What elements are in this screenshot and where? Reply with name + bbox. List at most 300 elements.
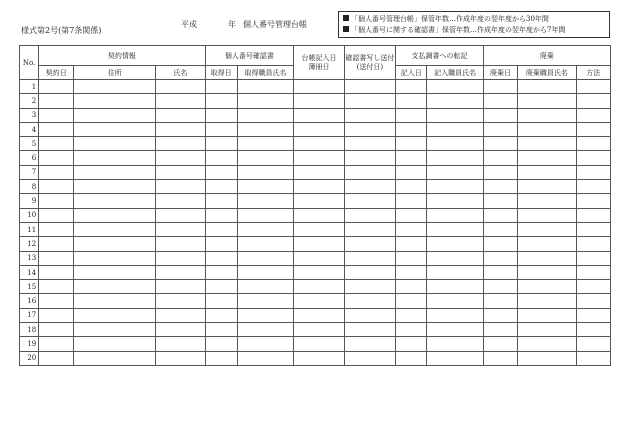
address-cell[interactable] — [74, 294, 156, 308]
method-cell[interactable] — [576, 122, 610, 136]
no-header: No. — [20, 46, 39, 80]
copy-send-cell[interactable] — [344, 308, 395, 322]
ledger-date-cell[interactable] — [294, 108, 344, 122]
address-cell[interactable] — [74, 308, 156, 322]
contract-date-cell[interactable] — [39, 337, 74, 351]
method-cell[interactable] — [576, 337, 610, 351]
entry-staff-cell[interactable] — [427, 80, 483, 94]
entry-staff-cell[interactable] — [427, 208, 483, 222]
address-cell[interactable] — [74, 151, 156, 165]
contract-date-cell[interactable] — [39, 208, 74, 222]
entry-staff-cell[interactable] — [427, 251, 483, 265]
acquire-date-cell[interactable] — [205, 151, 237, 165]
disposal-date-cell[interactable] — [483, 151, 517, 165]
entry-staff-cell[interactable] — [427, 194, 483, 208]
entry-staff-cell[interactable] — [427, 280, 483, 294]
retention-note-confirm — [343, 25, 605, 36]
name-cell[interactable] — [156, 323, 205, 337]
entry-staff-cell[interactable] — [427, 180, 483, 194]
disposal-staff-cell[interactable] — [518, 251, 576, 265]
entry-date-cell[interactable] — [396, 337, 427, 351]
entry-date-cell[interactable] — [396, 151, 427, 165]
disposal-date-cell[interactable] — [483, 265, 517, 279]
acquire-date-cell[interactable] — [205, 165, 237, 179]
acquire-date-cell[interactable] — [205, 80, 237, 94]
disposal-date-cell[interactable] — [483, 180, 517, 194]
entry-date-cell[interactable] — [396, 280, 427, 294]
entry-date-cell[interactable] — [396, 351, 427, 365]
entry-date-cell[interactable] — [396, 108, 427, 122]
acquire-date-cell[interactable] — [205, 237, 237, 251]
col-acquire-date: 取得日 — [205, 66, 237, 80]
address-cell[interactable] — [74, 251, 156, 265]
contract-date-cell[interactable] — [39, 251, 74, 265]
copy-send-cell[interactable] — [344, 151, 395, 165]
contract-date-cell[interactable] — [39, 94, 74, 108]
ledger-date-sub: 簿冊日 — [308, 62, 330, 71]
copy-send-cell[interactable] — [344, 208, 395, 222]
address-cell[interactable] — [74, 137, 156, 151]
table-row — [20, 208, 611, 222]
method-cell[interactable] — [576, 265, 610, 279]
disposal-date-cell[interactable] — [483, 222, 517, 236]
copy-send-cell[interactable] — [344, 237, 395, 251]
method-cell[interactable] — [576, 137, 610, 151]
copy-send-cell[interactable] — [344, 122, 395, 136]
method-cell[interactable] — [576, 108, 610, 122]
ledger-date-cell[interactable] — [294, 80, 344, 94]
contract-date-cell[interactable] — [39, 80, 74, 94]
ledger-date-cell[interactable] — [294, 222, 344, 236]
copy-send-cell[interactable] — [344, 251, 395, 265]
method-cell[interactable] — [576, 151, 610, 165]
method-cell[interactable] — [576, 251, 610, 265]
table-row — [20, 351, 611, 365]
contract-date-cell[interactable] — [39, 108, 74, 122]
method-cell[interactable] — [576, 208, 610, 222]
address-cell[interactable] — [74, 351, 156, 365]
entry-staff-cell[interactable] — [427, 122, 483, 136]
row-number: 8 — [20, 180, 39, 194]
copy-send-cell[interactable] — [344, 137, 395, 151]
table-row — [20, 137, 611, 151]
disposal-staff-cell[interactable] — [518, 122, 576, 136]
table-row — [20, 251, 611, 265]
copy-send-cell[interactable] — [344, 194, 395, 208]
ledger-date-cell[interactable] — [294, 337, 344, 351]
disposal-date-cell[interactable] — [483, 280, 517, 294]
row-number: 16 — [20, 294, 39, 308]
contract-date-cell[interactable] — [39, 151, 74, 165]
disposal-staff-cell[interactable] — [518, 265, 576, 279]
disposal-staff-cell[interactable] — [518, 222, 576, 236]
entry-staff-cell[interactable] — [427, 351, 483, 365]
method-cell[interactable] — [576, 222, 610, 236]
entry-date-cell[interactable] — [396, 194, 427, 208]
page-title: 個人番号管理台帳 — [243, 20, 307, 29]
name-cell[interactable] — [156, 351, 205, 365]
disposal-date-cell[interactable] — [483, 308, 517, 322]
acquire-staff-cell[interactable] — [237, 280, 293, 294]
address-cell[interactable] — [74, 94, 156, 108]
disposal-staff-cell[interactable] — [518, 94, 576, 108]
entry-staff-cell[interactable] — [427, 265, 483, 279]
disposal-date-cell[interactable] — [483, 165, 517, 179]
acquire-date-cell[interactable] — [205, 108, 237, 122]
disposal-date-cell[interactable] — [483, 208, 517, 222]
disposal-staff-cell[interactable] — [518, 294, 576, 308]
table-row — [20, 165, 611, 179]
contract-date-cell[interactable] — [39, 294, 74, 308]
name-cell[interactable] — [156, 265, 205, 279]
contract-date-cell[interactable] — [39, 323, 74, 337]
contract-date-cell[interactable] — [39, 351, 74, 365]
copy-send-cell[interactable] — [344, 337, 395, 351]
acquire-date-cell[interactable] — [205, 251, 237, 265]
ledger-date-cell[interactable] — [294, 208, 344, 222]
ledger-date-cell[interactable] — [294, 94, 344, 108]
contract-date-cell[interactable] — [39, 237, 74, 251]
disposal-staff-cell[interactable] — [518, 323, 576, 337]
acquire-date-cell[interactable] — [205, 308, 237, 322]
copy-send-cell[interactable] — [344, 351, 395, 365]
name-cell[interactable] — [156, 108, 205, 122]
table-row — [20, 294, 611, 308]
col-entry-staff: 記入職員氏名 — [427, 66, 483, 80]
col-disposal-staff: 廃棄職員氏名 — [518, 66, 576, 80]
retention-notes — [338, 11, 610, 38]
entry-staff-cell[interactable] — [427, 151, 483, 165]
address-cell[interactable] — [74, 280, 156, 294]
disposal-date-cell[interactable] — [483, 108, 517, 122]
entry-staff-cell[interactable] — [427, 294, 483, 308]
col-name: 氏名 — [156, 66, 205, 80]
entry-date-cell[interactable] — [396, 294, 427, 308]
acquire-date-cell[interactable] — [205, 194, 237, 208]
ledger-date-header — [294, 46, 344, 80]
payment-header: 支払調書への転記 — [396, 46, 484, 66]
copy-send-cell[interactable] — [344, 94, 395, 108]
acquire-staff-cell[interactable] — [237, 194, 293, 208]
method-cell[interactable] — [576, 294, 610, 308]
row-number: 12 — [20, 237, 39, 251]
entry-staff-cell[interactable] — [427, 323, 483, 337]
ledger-date-label: 台帳記入日 — [301, 53, 337, 62]
acquire-date-cell[interactable] — [205, 137, 237, 151]
ledger-date-cell[interactable] — [294, 251, 344, 265]
method-cell[interactable] — [576, 94, 610, 108]
address-cell[interactable] — [74, 122, 156, 136]
ledger-date-cell[interactable] — [294, 294, 344, 308]
disposal-header: 廃棄 — [483, 46, 610, 66]
entry-date-cell[interactable] — [396, 80, 427, 94]
disposal-staff-cell[interactable] — [518, 208, 576, 222]
copy-send-cell[interactable] — [344, 280, 395, 294]
disposal-staff-cell[interactable] — [518, 337, 576, 351]
copy-send-header — [344, 46, 395, 80]
row-number: 19 — [20, 337, 39, 351]
entry-date-cell[interactable] — [396, 180, 427, 194]
disposal-date-cell[interactable] — [483, 337, 517, 351]
acquire-date-cell[interactable] — [205, 351, 237, 365]
col-entry-date: 記入日 — [396, 66, 427, 80]
acquire-staff-cell[interactable] — [237, 265, 293, 279]
address-cell[interactable] — [74, 237, 156, 251]
name-cell[interactable] — [156, 308, 205, 322]
entry-staff-cell[interactable] — [427, 337, 483, 351]
col-method: 方法 — [576, 66, 610, 80]
disposal-date-cell[interactable] — [483, 251, 517, 265]
contract-date-cell[interactable] — [39, 308, 74, 322]
disposal-date-cell[interactable] — [483, 80, 517, 94]
copy-send-cell[interactable] — [344, 80, 395, 94]
disposal-staff-cell[interactable] — [518, 137, 576, 151]
table-row — [20, 180, 611, 194]
row-number: 5 — [20, 137, 39, 151]
contract-date-cell[interactable] — [39, 122, 74, 136]
retention-note-ledger — [343, 14, 605, 25]
row-number: 10 — [20, 208, 39, 222]
entry-date-cell[interactable] — [396, 165, 427, 179]
entry-staff-cell[interactable] — [427, 308, 483, 322]
address-cell[interactable] — [74, 208, 156, 222]
acquire-date-cell[interactable] — [205, 222, 237, 236]
method-cell[interactable] — [576, 280, 610, 294]
ledger-date-cell[interactable] — [294, 265, 344, 279]
name-cell[interactable] — [156, 237, 205, 251]
address-cell[interactable] — [74, 194, 156, 208]
acquire-staff-cell[interactable] — [237, 151, 293, 165]
ledger-date-cell[interactable] — [294, 280, 344, 294]
confirm-doc-header: 個人番号確認書 — [205, 46, 294, 66]
entry-date-cell[interactable] — [396, 137, 427, 151]
copy-send-label: 確認書写し送付 — [345, 53, 395, 62]
acquire-staff-cell[interactable] — [237, 108, 293, 122]
contract-header: 契約情報 — [39, 46, 205, 66]
disposal-staff-cell[interactable] — [518, 237, 576, 251]
contract-date-cell[interactable] — [39, 280, 74, 294]
entry-staff-cell[interactable] — [427, 108, 483, 122]
name-cell[interactable] — [156, 280, 205, 294]
method-cell[interactable] — [576, 165, 610, 179]
name-cell[interactable] — [156, 222, 205, 236]
copy-send-cell[interactable] — [344, 180, 395, 194]
entry-staff-cell[interactable] — [427, 165, 483, 179]
ledger-date-cell[interactable] — [294, 122, 344, 136]
acquire-staff-cell[interactable] — [237, 80, 293, 94]
ledger-date-cell[interactable] — [294, 194, 344, 208]
ledger-date-cell[interactable] — [294, 323, 344, 337]
copy-send-cell[interactable] — [344, 108, 395, 122]
acquire-staff-cell[interactable] — [237, 237, 293, 251]
table-row — [20, 94, 611, 108]
disposal-staff-cell[interactable] — [518, 151, 576, 165]
name-cell[interactable] — [156, 165, 205, 179]
table-row — [20, 222, 611, 236]
contract-date-cell[interactable] — [39, 165, 74, 179]
address-cell[interactable] — [74, 165, 156, 179]
row-number: 20 — [20, 351, 39, 365]
contract-date-cell[interactable] — [39, 137, 74, 151]
disposal-date-cell[interactable] — [483, 94, 517, 108]
row-number: 4 — [20, 122, 39, 136]
row-number: 9 — [20, 194, 39, 208]
name-cell[interactable] — [156, 337, 205, 351]
copy-send-cell[interactable] — [344, 222, 395, 236]
method-cell[interactable] — [576, 180, 610, 194]
acquire-date-cell[interactable] — [205, 323, 237, 337]
disposal-staff-cell[interactable] — [518, 308, 576, 322]
name-cell[interactable] — [156, 151, 205, 165]
ledger-date-cell[interactable] — [294, 151, 344, 165]
copy-send-cell[interactable] — [344, 294, 395, 308]
entry-date-cell[interactable] — [396, 122, 427, 136]
method-cell[interactable] — [576, 323, 610, 337]
table-row — [20, 265, 611, 279]
disposal-date-cell[interactable] — [483, 323, 517, 337]
table-row — [20, 237, 611, 251]
name-cell[interactable] — [156, 194, 205, 208]
acquire-staff-cell[interactable] — [237, 94, 293, 108]
col-acquire-staff: 取得職員氏名 — [237, 66, 293, 80]
acquire-staff-cell[interactable] — [237, 222, 293, 236]
entry-date-cell[interactable] — [396, 251, 427, 265]
entry-date-cell[interactable] — [396, 208, 427, 222]
acquire-staff-cell[interactable] — [237, 337, 293, 351]
address-cell[interactable] — [74, 337, 156, 351]
name-cell[interactable] — [156, 251, 205, 265]
entry-date-cell[interactable] — [396, 265, 427, 279]
name-cell[interactable] — [156, 94, 205, 108]
method-cell[interactable] — [576, 308, 610, 322]
entry-staff-cell[interactable] — [427, 137, 483, 151]
entry-date-cell[interactable] — [396, 237, 427, 251]
disposal-date-cell[interactable] — [483, 122, 517, 136]
table-row — [20, 323, 611, 337]
acquire-staff-cell[interactable] — [237, 180, 293, 194]
acquire-date-cell[interactable] — [205, 337, 237, 351]
disposal-staff-cell[interactable] — [518, 180, 576, 194]
acquire-date-cell[interactable] — [205, 94, 237, 108]
copy-send-cell[interactable] — [344, 265, 395, 279]
ledger-date-cell[interactable] — [294, 308, 344, 322]
acquire-staff-cell[interactable] — [237, 351, 293, 365]
acquire-staff-cell[interactable] — [237, 137, 293, 151]
disposal-staff-cell[interactable] — [518, 194, 576, 208]
acquire-staff-cell[interactable] — [237, 294, 293, 308]
disposal-staff-cell[interactable] — [518, 351, 576, 365]
disposal-staff-cell[interactable] — [518, 165, 576, 179]
acquire-staff-cell[interactable] — [237, 122, 293, 136]
acquire-staff-cell[interactable] — [237, 208, 293, 222]
acquire-date-cell[interactable] — [205, 265, 237, 279]
acquire-date-cell[interactable] — [205, 122, 237, 136]
acquire-date-cell[interactable] — [205, 208, 237, 222]
entry-staff-cell[interactable] — [427, 94, 483, 108]
method-cell[interactable] — [576, 194, 610, 208]
method-cell[interactable] — [576, 80, 610, 94]
management-ledger-table — [19, 45, 611, 366]
entry-date-cell[interactable] — [396, 94, 427, 108]
contract-date-cell[interactable] — [39, 180, 74, 194]
method-cell[interactable] — [576, 351, 610, 365]
row-number: 17 — [20, 308, 39, 322]
address-cell[interactable] — [74, 222, 156, 236]
name-cell[interactable] — [156, 122, 205, 136]
acquire-staff-cell[interactable] — [237, 323, 293, 337]
row-number: 2 — [20, 94, 39, 108]
table-row — [20, 151, 611, 165]
ledger-date-cell[interactable] — [294, 351, 344, 365]
name-cell[interactable] — [156, 137, 205, 151]
disposal-staff-cell[interactable] — [518, 80, 576, 94]
retention-note-ledger-text: 「個人番号管理台帳」保管年数…作成年度の翌年度から30年間 — [351, 15, 549, 23]
ledger-date-cell[interactable] — [294, 180, 344, 194]
disposal-date-cell[interactable] — [483, 294, 517, 308]
row-number: 1 — [20, 80, 39, 94]
era-label: 平成 — [181, 20, 197, 29]
address-cell[interactable] — [74, 80, 156, 94]
acquire-date-cell[interactable] — [205, 280, 237, 294]
name-cell[interactable] — [156, 294, 205, 308]
row-number: 13 — [20, 251, 39, 265]
copy-send-cell[interactable] — [344, 323, 395, 337]
acquire-date-cell[interactable] — [205, 180, 237, 194]
name-cell[interactable] — [156, 180, 205, 194]
disposal-date-cell[interactable] — [483, 194, 517, 208]
disposal-date-cell[interactable] — [483, 237, 517, 251]
name-cell[interactable] — [156, 208, 205, 222]
entry-date-cell[interactable] — [396, 308, 427, 322]
acquire-staff-cell[interactable] — [237, 165, 293, 179]
entry-staff-cell[interactable] — [427, 237, 483, 251]
address-cell[interactable] — [74, 323, 156, 337]
table-row — [20, 122, 611, 136]
col-address: 住所 — [74, 66, 156, 80]
name-cell[interactable] — [156, 80, 205, 94]
disposal-date-cell[interactable] — [483, 137, 517, 151]
entry-date-cell[interactable] — [396, 222, 427, 236]
address-cell[interactable] — [74, 265, 156, 279]
entry-date-cell[interactable] — [396, 323, 427, 337]
table-row — [20, 280, 611, 294]
address-cell[interactable] — [74, 108, 156, 122]
ledger-date-cell[interactable] — [294, 237, 344, 251]
disposal-date-cell[interactable] — [483, 351, 517, 365]
disposal-staff-cell[interactable] — [518, 280, 576, 294]
acquire-staff-cell[interactable] — [237, 308, 293, 322]
entry-staff-cell[interactable] — [427, 222, 483, 236]
contract-date-cell[interactable] — [39, 222, 74, 236]
contract-date-cell[interactable] — [39, 265, 74, 279]
acquire-staff-cell[interactable] — [237, 251, 293, 265]
row-number: 7 — [20, 165, 39, 179]
contract-date-cell[interactable] — [39, 194, 74, 208]
method-cell[interactable] — [576, 237, 610, 251]
col-disposal-date: 廃棄日 — [483, 66, 517, 80]
table-body — [20, 80, 611, 366]
acquire-date-cell[interactable] — [205, 294, 237, 308]
square-bullet-icon — [343, 15, 349, 21]
copy-send-cell[interactable] — [344, 165, 395, 179]
square-bullet-icon — [343, 26, 349, 32]
ledger-date-cell[interactable] — [294, 137, 344, 151]
ledger-date-cell[interactable] — [294, 165, 344, 179]
address-cell[interactable] — [74, 180, 156, 194]
table-row — [20, 80, 611, 94]
row-number: 14 — [20, 265, 39, 279]
disposal-staff-cell[interactable] — [518, 108, 576, 122]
